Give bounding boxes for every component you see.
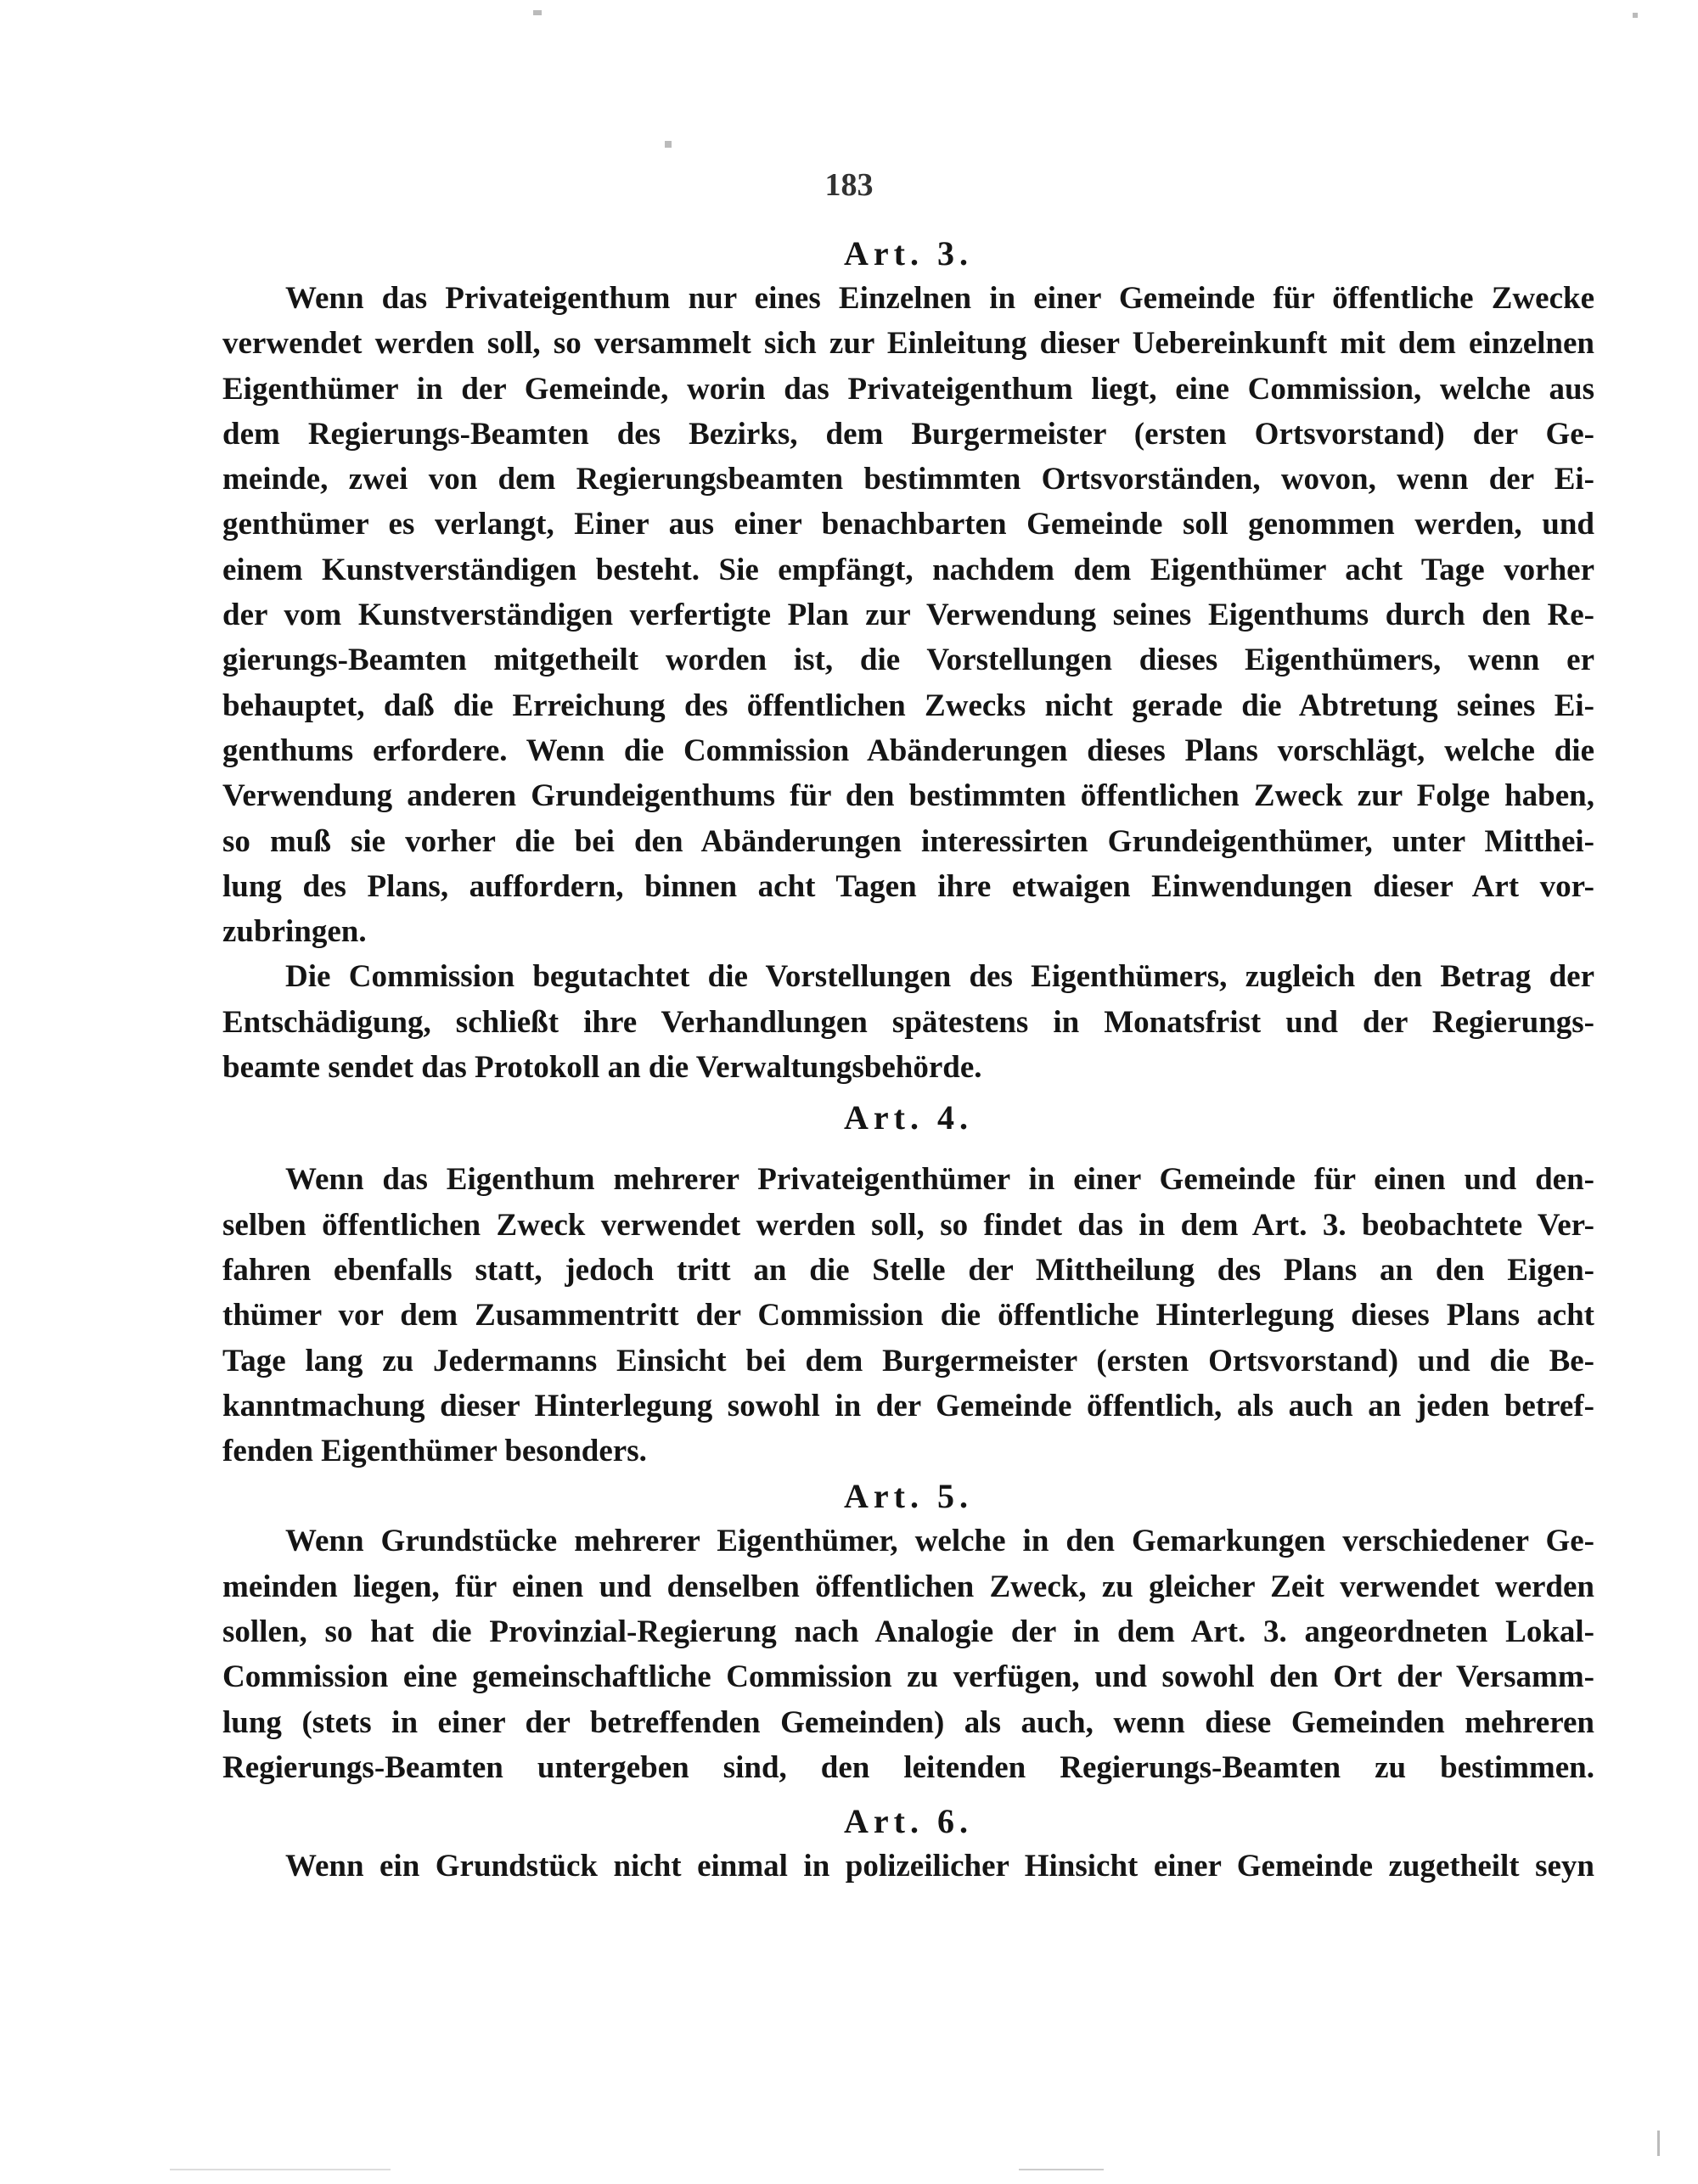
text-line: sollen, so hat die Provinzial-Regierung nach Analogie der in dem Art. 3. angeordneten Lokal- bbox=[222, 1614, 1594, 1650]
text-line: Die Commission begutachtet die Vorstellungen des Eigenthümers, zugleich den Betrag der bbox=[285, 959, 1594, 995]
text-line: der vom Kunstverständigen verfertigte Plan zur Verwendung seines Eigenthums durch den Re- bbox=[222, 598, 1594, 633]
text-line: selben öffentlichen Zweck verwendet werden soll, so findet das in dem Art. 3. beobachtete Ver- bbox=[222, 1207, 1594, 1243]
text-line: fenden Eigenthümer besonders. bbox=[222, 1434, 647, 1469]
text-line: Wenn Grundstücke mehrerer Eigenthümer, welche in den Gemarkungen verschiedener Ge- bbox=[285, 1524, 1594, 1559]
text-line: Commission eine gemeinschaftliche Commission zu verfügen, und sowohl den Ort der Versamm- bbox=[222, 1659, 1594, 1695]
scan-rule bbox=[170, 2169, 391, 2170]
text-line: genthümer es verlangt, Einer aus einer benachbarten Gemeinde soll genommen werden, und bbox=[222, 507, 1594, 542]
text-line: so muß sie vorher die bei den Abänderungen interessirten Grundeigenthümer, unter Mitthei- bbox=[222, 823, 1594, 859]
article-heading: Art. 5. bbox=[844, 1477, 973, 1516]
text-line: lung des Plans, auffordern, binnen acht Tagen ihre etwaigen Einwendungen dieser Art vor- bbox=[222, 868, 1594, 904]
text-line: Wenn ein Grundstück nicht einmal in polizeilicher Hinsicht einer Gemeinde zugetheilt seyn bbox=[285, 1849, 1594, 1884]
text-line: Wenn das Privateigenthum nur eines Einzelnen in einer Gemeinde für öffentliche Zwecke bbox=[285, 281, 1594, 316]
page-number: 183 bbox=[824, 167, 874, 203]
text-line: Entschädigung, schließt ihre Verhandlungen spätestens in Monatsfrist und der Regierungs- bbox=[222, 1004, 1594, 1040]
article-heading: Art. 3. bbox=[844, 234, 973, 272]
scan-rule bbox=[1019, 2169, 1104, 2170]
scan-speck bbox=[1657, 2131, 1660, 2156]
text-line: meinden liegen, für einen und denselben öffentlichen Zweck, zu gleicher Zeit verwendet werden bbox=[222, 1569, 1594, 1604]
scan-speck bbox=[665, 141, 672, 148]
text-line: Eigenthümer in der Gemeinde, worin das Privateigenthum liegt, eine Commission, welche aus bbox=[222, 371, 1594, 407]
text-line: Wenn das Eigenthum mehrerer Privateigenthümer in einer Gemeinde für einen und den- bbox=[285, 1162, 1594, 1198]
text-line: lung (stets in einer der betreffenden Gemeinden) als auch, wenn diese Gemeinden mehreren bbox=[222, 1704, 1594, 1740]
text-line: thümer vor dem Zusammentritt der Commission die öffentliche Hinterlegung dieses Plans acht bbox=[222, 1298, 1594, 1333]
text-line: Regierungs-Beamten untergeben sind, den leitenden Regierungs-Beamten zu bestimmen. bbox=[222, 1749, 1594, 1785]
scan-speck bbox=[1633, 13, 1638, 18]
text-line: verwendet werden soll, so versammelt sich zur Einleitung dieser Uebereinkunft mit dem einzelnen bbox=[222, 326, 1594, 362]
text-line: kanntmachung dieser Hinterlegung sowohl in der Gemeinde öffentlich, als auch an jeden betref- bbox=[222, 1388, 1594, 1423]
text-line: meinde, zwei von dem Regierungsbeamten bestimmten Ortsvorständen, wovon, wenn der Ei- bbox=[222, 462, 1594, 497]
text-line: zubringen. bbox=[222, 914, 367, 950]
article-heading: Art. 6. bbox=[844, 1802, 973, 1841]
text-line: genthums erfordere. Wenn die Commission Abänderungen dieses Plans vorschlägt, welche die bbox=[222, 733, 1594, 768]
text-line: beamte sendet das Protokoll an die Verwaltungsbehörde. bbox=[222, 1050, 982, 1086]
document-body bbox=[222, 231, 1594, 1889]
text-line: fahren ebenfalls statt, jedoch tritt an die Stelle der Mittheilung des Plans an den Eigen- bbox=[222, 1252, 1594, 1288]
text-line: einem Kunstverständigen besteht. Sie empfängt, nachdem dem Eigenthümer acht Tage vorher bbox=[222, 552, 1594, 587]
text-line: Verwendung anderen Grundeigenthums für den bestimmten öffentlichen Zweck zur Folge haben, bbox=[222, 778, 1594, 814]
article-heading: Art. 4. bbox=[844, 1098, 973, 1137]
text-line: behauptet, daß die Erreichung des öffentlichen Zwecks nicht gerade die Abtretung seines Ei- bbox=[222, 688, 1594, 723]
text-line: gierungs-Beamten mitgetheilt worden ist, die Vorstellungen dieses Eigenthümers, wenn er bbox=[222, 643, 1594, 678]
text-line: Tage lang zu Jedermanns Einsicht bei dem Burgermeister (ersten Ortsvorstand) und die Be- bbox=[222, 1343, 1594, 1378]
text-line: dem Regierungs-Beamten des Bezirks, dem Burgermeister (ersten Ortsvorstand) der Ge- bbox=[222, 416, 1594, 452]
scan-speck bbox=[533, 10, 542, 15]
